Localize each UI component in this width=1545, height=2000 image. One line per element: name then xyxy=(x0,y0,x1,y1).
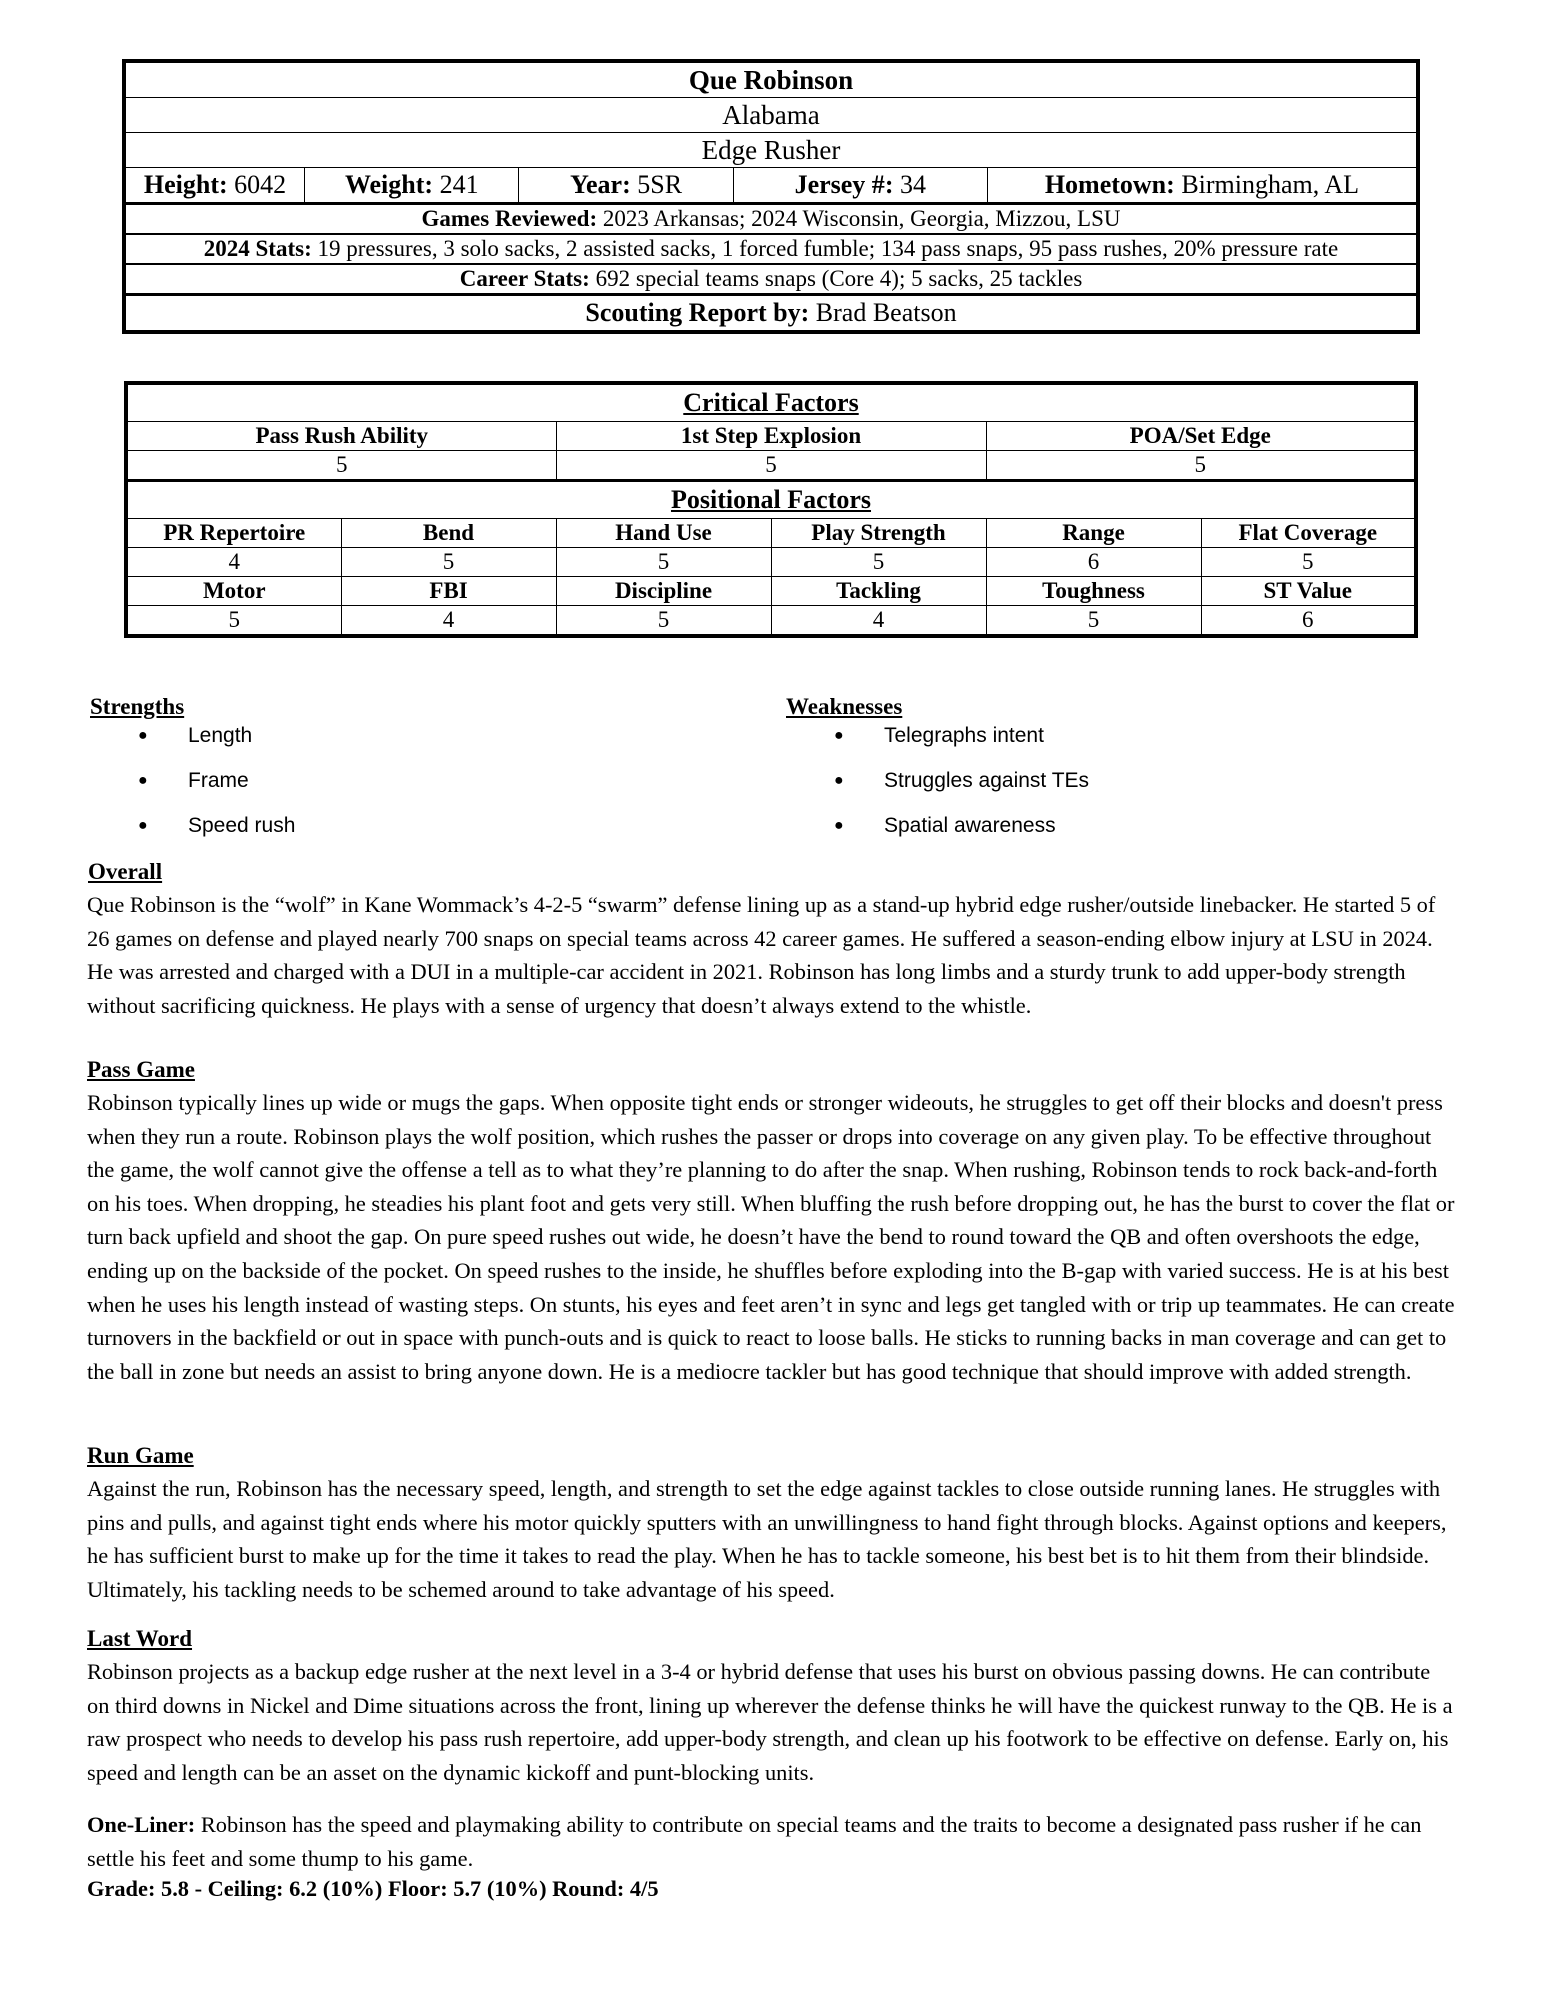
height-value: 6042 xyxy=(234,170,287,199)
positional-factor-score: 5 xyxy=(341,548,556,577)
grade-line: Grade: 5.8 - Ceiling: 6.2 (10%) Floor: 5.7 (10%) Round: 4/5 xyxy=(87,1876,659,1901)
list-item: ● Telegraphs intent xyxy=(786,722,1089,767)
factors-table xyxy=(124,381,1418,638)
stats-2024: 2024 Stats: 19 pressures, 3 solo sacks, 2 assisted sacks, 1 forced fumble; 134 pass snaps, 95 pass rushes, 20% pressure rate xyxy=(124,234,1418,264)
last-word-title: Last Word xyxy=(87,1626,193,1651)
positional-factor-score: 4 xyxy=(126,548,341,577)
positional-factor-score: 5 xyxy=(771,548,986,577)
player-school: Alabama xyxy=(124,98,1418,133)
overall-text: Que Robinson is the “wolf” in Kane Wommack’s 4-2-5 “swarm” defense lining up as a stand-up hybrid edge rusher/outside linebacker. He started 5 of 26 games on defense and played nearly 700 snaps on special teams across 42 career games. He suffered a season-ending elbow injury at LSU in 2024. He was arrested and charged with a DUI in a multiple-car accident in 2021. Robinson has long limbs and a sturdy trunk to add upper-body strength without sacrificing quickness. He plays with a sense of urgency that doesn’t always extend to the whistle. xyxy=(87,892,1436,1018)
jersey-value: 34 xyxy=(899,170,926,199)
positional-factor-label: ST Value xyxy=(1201,577,1416,606)
jersey-label: Jersey # xyxy=(794,170,885,199)
positional-factor-score: 5 xyxy=(556,548,771,577)
one-liner-text: Robinson has the speed and playmaking ability to contribute on special teams and the traits to become a designated pass rusher if he can settle his feet and some thump to his game. xyxy=(87,1812,1422,1871)
positional-factor-label: Bend xyxy=(341,519,556,548)
player-info-table xyxy=(122,59,1420,334)
critical-factor-label: POA/Set Edge xyxy=(986,422,1416,451)
positional-factor-score: 6 xyxy=(986,548,1201,577)
positional-factor-label: Discipline xyxy=(556,577,771,606)
pass-game-title: Pass Game xyxy=(87,1057,195,1082)
critical-factor-score: 5 xyxy=(556,451,986,481)
last-word-text: Robinson projects as a backup edge rusher at the next level in a 3-4 or hybrid defense that uses his burst on obvious passing downs. He can contribute on third downs in Nickel and Dime situations across the front, lining up wherever the defense thinks he will have the quickest runway to the QB. He is a raw prospect who needs to develop his pass rush repertoire, add upper-body strength, and clean up his footwork to be effective on defense. Early on, his speed and length can be an asset on the dynamic kickoff and punt-blocking units. xyxy=(87,1659,1453,1785)
player-name: Que Robinson xyxy=(124,61,1418,98)
list-item: ● Struggles against TEs xyxy=(786,767,1089,812)
weaknesses-list xyxy=(786,722,1089,857)
year-cell: Year: 5SR xyxy=(519,168,733,204)
overall-title: Overall xyxy=(88,859,163,884)
pass-game-text: Robinson typically lines up wide or mugs the gaps. When opposite tight ends or stronger wideouts, he struggles to get off their blocks and doesn't press when they run a route. Robinson plays the wolf position, which rushes the passer or drops into coverage on any given play. To be effective throughout the game, the wolf cannot give the offense a tell as to what they’re planning to do after the snap. When rushing, Robinson tends to rock back-and-forth on his toes. When dropping, he steadies his plant foot and gets very still. When bluffing the rush before dropping out, he has the burst to cover the flat or turn back upfield and shoot the gap. On pure speed rushes out wide, he doesn’t have the bend to round toward the QB and often overshoots the edge, ending up on the backside of the pocket. On speed rushes to the inside, he shuffles before exploding into the B-gap with varied success. He is at his best when he uses his length instead of wasting steps. On stunts, his eyes and feet aren’t in sync and legs get tangled with or trip up teammates. He can create turnovers in the backfield or out in space with punch-outs and is quick to react to loose balls. He sticks to running backs in man coverage and can get to the ball in zone but needs an assist to bring anyone down. He is a mediocre tackler but has good technique that should improve with added strength. xyxy=(87,1090,1455,1384)
games-reviewed: Games Reviewed: 2023 Arkansas; 2024 Wisconsin, Georgia, Mizzou, LSU xyxy=(124,204,1418,235)
positional-factor-label: PR Repertoire xyxy=(126,519,341,548)
critical-factor-label: Pass Rush Ability xyxy=(126,422,556,451)
weight-value: 241 xyxy=(439,170,479,199)
positional-factor-score: 5 xyxy=(986,606,1201,637)
list-item: ● Length xyxy=(90,722,295,767)
height-cell: Height: 6042 xyxy=(124,168,305,204)
positional-factor-label: Range xyxy=(986,519,1201,548)
player-position: Edge Rusher xyxy=(124,133,1418,168)
critical-factors-title: Critical Factors xyxy=(126,383,1416,422)
year-label: Year xyxy=(570,170,623,199)
positional-factors-title: Positional Factors xyxy=(126,481,1416,519)
year-value: 5SR xyxy=(637,170,683,199)
positional-factor-score: 5 xyxy=(126,606,341,637)
positional-factor-score: 6 xyxy=(1201,606,1416,637)
positional-factor-label: Play Strength xyxy=(771,519,986,548)
scouting-report-by: Scouting Report by: Brad Beatson xyxy=(124,295,1418,333)
hometown-label: Hometown xyxy=(1044,170,1167,199)
positional-factor-label: Hand Use xyxy=(556,519,771,548)
weight-label: Weight xyxy=(344,170,425,199)
jersey-cell: Jersey #: 34 xyxy=(733,168,987,204)
critical-factor-score: 5 xyxy=(986,451,1416,481)
list-item: ● Spatial awareness xyxy=(786,812,1089,857)
one-liner xyxy=(87,1808,1457,1875)
positional-factor-label: Motor xyxy=(126,577,341,606)
strengths-list xyxy=(90,722,295,857)
weaknesses-title: Weaknesses xyxy=(786,694,903,719)
positional-factor-label: Toughness xyxy=(986,577,1201,606)
positional-factor-score: 5 xyxy=(1201,548,1416,577)
strengths-title: Strengths xyxy=(90,694,185,719)
positional-factor-score: 4 xyxy=(341,606,556,637)
critical-factor-label: 1st Step Explosion xyxy=(556,422,986,451)
positional-factor-score: 4 xyxy=(771,606,986,637)
list-item: ● Speed rush xyxy=(90,812,295,857)
run-game-text: Against the run, Robinson has the necessary speed, length, and strength to set the edge against tackles to close outside running lanes. He struggles with pins and pulls, and against tight ends where his motor quickly sputters with an unwillingness to hand fight through blocks. Against options and keepers, he has sufficient burst to make up for the time it takes to read the play. When he has to tackle someone, his best bet is to hit them from their blindside. Ultimately, his tackling needs to be schemed around to take advantage of his speed. xyxy=(87,1476,1447,1602)
one-liner-label: One-Liner: xyxy=(87,1812,196,1837)
positional-factor-score: 5 xyxy=(556,606,771,637)
run-game-title: Run Game xyxy=(87,1443,194,1468)
weight-cell: Weight: 241 xyxy=(305,168,519,204)
height-label: Height xyxy=(143,170,219,199)
positional-factor-label: Flat Coverage xyxy=(1201,519,1416,548)
hometown-cell: Hometown: Birmingham, AL xyxy=(987,168,1418,204)
hometown-value: Birmingham, AL xyxy=(1181,170,1359,199)
positional-factor-label: Tackling xyxy=(771,577,986,606)
career-stats: Career Stats: 692 special teams snaps (Core 4); 5 sacks, 25 tackles xyxy=(124,264,1418,295)
list-item: ● Frame xyxy=(90,767,295,812)
positional-factor-label: FBI xyxy=(341,577,556,606)
critical-factor-score: 5 xyxy=(126,451,556,481)
